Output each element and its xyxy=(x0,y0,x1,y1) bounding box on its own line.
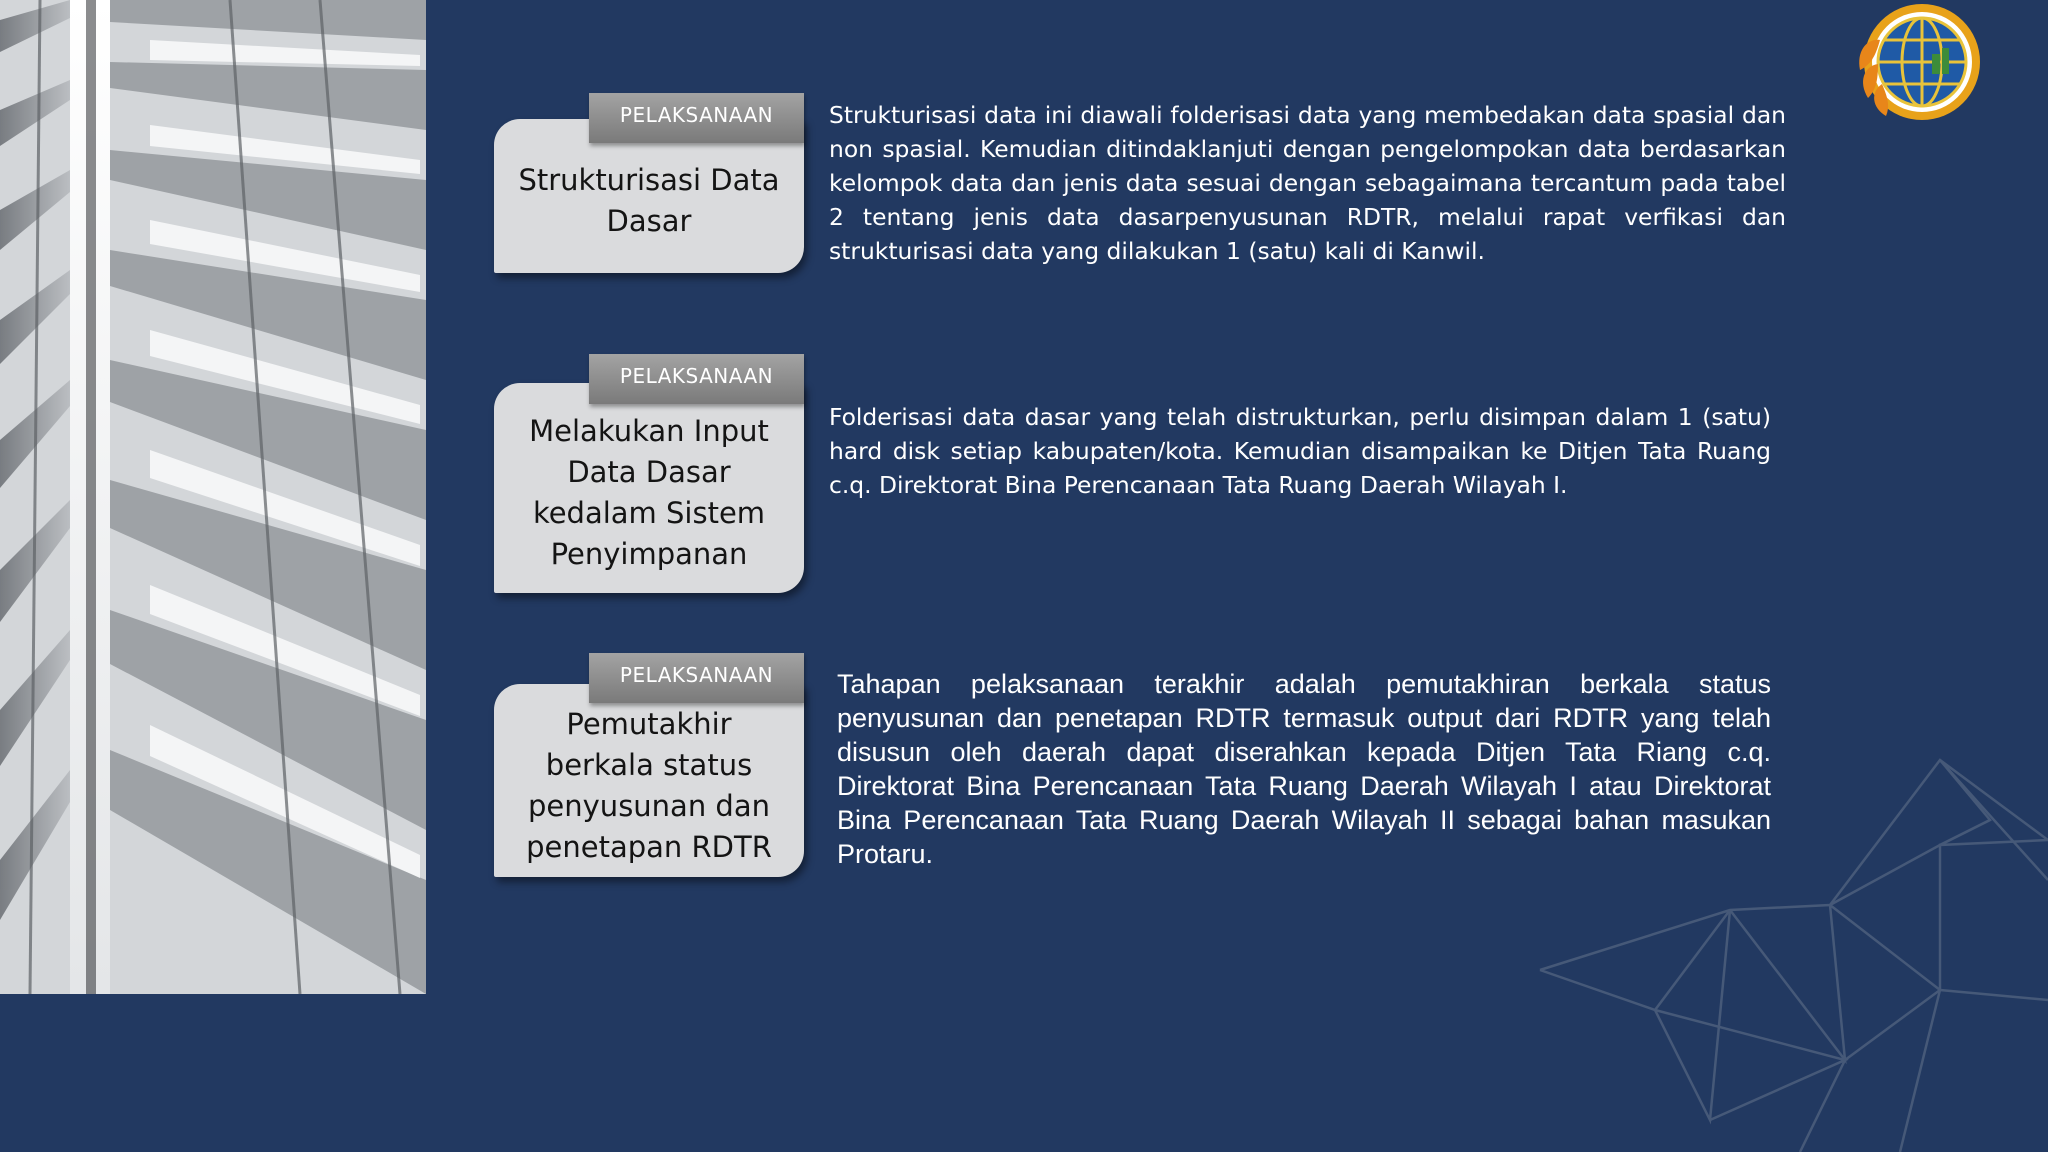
step-1-description: Strukturisasi data ini diawali folderisasi data yang membedakan data spasial dan non spasial. Kemudian ditindaklanjuti dengan pengelompokan data berdasarkan kelompok data dan jenis data sesuai dengan sebagaimana tercantum pada tabel 2 tentang jenis data dasarpenyusunan RDTR, melalui rapat verfikasi dan strukturisasi data yang dilakukan 1 (satu) kali di Kanwil. xyxy=(829,101,1786,265)
step-2-card xyxy=(494,383,804,593)
step-3-title: Pemutakhir berkala status penyusunan dan penetapan RDTR xyxy=(526,706,772,864)
step-3-description: Tahapan pelaksanaan terakhir adalah pemutakhiran berkala status penyusunan dan penetapan RDTR termasuk output dari RDTR yang telah disusun oleh daerah dapat diserahkan kepada Ditjen Tata Riang c.q. Direktorat Bina Perencanaan Tata Ruang Daerah Wilayah I atau Direktorat Bina Perencanaan Tata Ruang Daerah Wilayah II sebagai bahan masukan Protaru. xyxy=(837,669,1771,869)
step-1-title: Strukturisasi Data Dasar xyxy=(518,163,780,238)
ministry-logo xyxy=(1846,0,1988,136)
step-3-card xyxy=(494,684,804,877)
step-1-tag: PELAKSANAAN xyxy=(589,93,804,143)
step-3-tag: PELAKSANAAN xyxy=(589,653,804,703)
step-2-title: Melakukan Input Data Dasar kedalam Sistem Penyimpanan xyxy=(529,414,769,571)
step-2-tag: PELAKSANAAN xyxy=(589,354,804,404)
step-2-description: Folderisasi data dasar yang telah distrukturkan, perlu disimpan dalam 1 (satu) hard disk setiap kabupaten/kota. Kemudian disampaikan ke Ditjen Tata Ruang c.q. Direktorat Bina Perencanaan Tata Ruang Daerah Wilayah I. xyxy=(829,403,1771,499)
